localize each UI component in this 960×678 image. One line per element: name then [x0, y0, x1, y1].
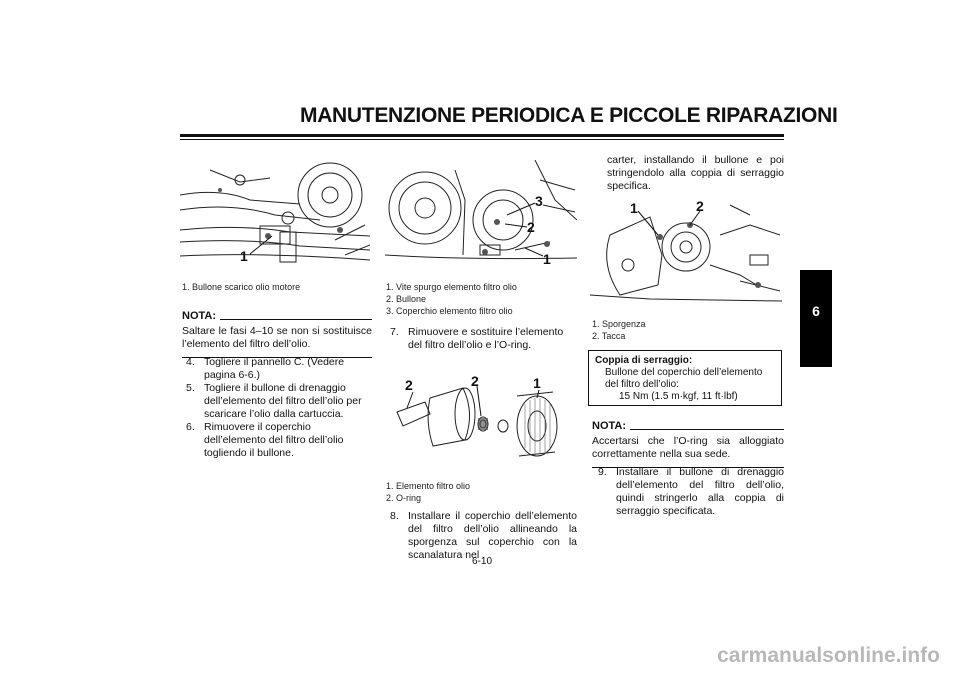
callout-1: 1 [533, 375, 541, 391]
nota-text: Saltare le fasi 4–10 se non si sostituisce l’elemento del filtro dell’olio. [182, 325, 372, 350]
step-5: 5. Togliere il bullone di drenaggio dell’elemento del filtro dell’olio per scaricare l’olio dalla cartuccia. [186, 382, 362, 420]
nota-text: Accertarsi che l’O-ring sia alloggiato correttamente nella sua sede. [592, 435, 784, 460]
nota-block-2 [592, 420, 784, 468]
torque-item: Bullone del coperchio dell’elemento del filtro dell’olio: [605, 367, 763, 390]
page-number: 6-10 [471, 556, 492, 567]
torque-spec-box [588, 350, 782, 406]
steps-list [186, 356, 372, 460]
callout-1: 1 [543, 251, 551, 267]
callout-2: 2 [696, 198, 704, 214]
header-rule-thin [180, 139, 784, 140]
callout-2: 2 [527, 219, 535, 235]
step-8: 8. Installare il coperchio dell’elemento del filtro dell’olio allineando la sporgenza sul coperchio con la scanalatura nel [390, 510, 577, 561]
oil-filter-cover-illustration [385, 160, 577, 272]
callout-2b: 2 [471, 373, 479, 389]
callout-2a: 2 [405, 377, 413, 393]
figure-caption-list-2: 1. Elemento filtro olio 2. O-ring [386, 481, 471, 503]
callout-1: 1 [630, 200, 638, 216]
header-rule [180, 134, 784, 137]
figure-caption-list: 1. Vite spurgo elemento filtro olio 2. Bullone 3. Coperchio elemento filtro olio [386, 282, 517, 316]
engine-drain-bolt-illustration [180, 160, 370, 273]
chapter-tab[interactable]: 6 [800, 270, 832, 367]
callout-3: 3 [535, 193, 543, 209]
torque-value: 15 Nm (1.5 m·kgf, 11 ft·lbf) [619, 391, 738, 402]
step-9: 9. Installare il bullone di drenaggio dell’elemento del filtro dell’olio, quindi stringerlo alla coppia di serraggio specificata. [598, 466, 784, 517]
watermark: carmanualsonline.info [717, 644, 940, 667]
step-4: 4. Togliere il pannello C. (Vedere pagina 6-6.) [186, 356, 345, 381]
nota-label: NOTA: [592, 420, 627, 432]
page-title: MANUTENZIONE PERIODICA E PICCOLE RIPARAZIONI [300, 104, 838, 127]
figure-caption: 1. Bullone scarico olio motore [182, 282, 301, 292]
step-8-continued: carter, installando il bullone e poi stringendolo alla coppia di serraggio specifica. [607, 154, 784, 192]
step-6: 6. Rimuovere il coperchio dell’elemento del filtro dell’olio togliendo il bullone. [186, 421, 344, 459]
nota-block [182, 310, 372, 358]
cover-alignment-illustration [590, 195, 782, 307]
callout-1: 1 [240, 248, 248, 264]
filter-element-parts-illustration [385, 368, 577, 476]
step-7: 7. Rimuovere e sostituire l’elemento del filtro dell’olio e l’O-ring. [390, 326, 564, 351]
figure-caption-list-3: 1. Sporgenza 2. Tacca [592, 319, 646, 341]
torque-title: Coppia di serraggio: [595, 355, 693, 366]
nota-label: NOTA: [182, 310, 217, 322]
